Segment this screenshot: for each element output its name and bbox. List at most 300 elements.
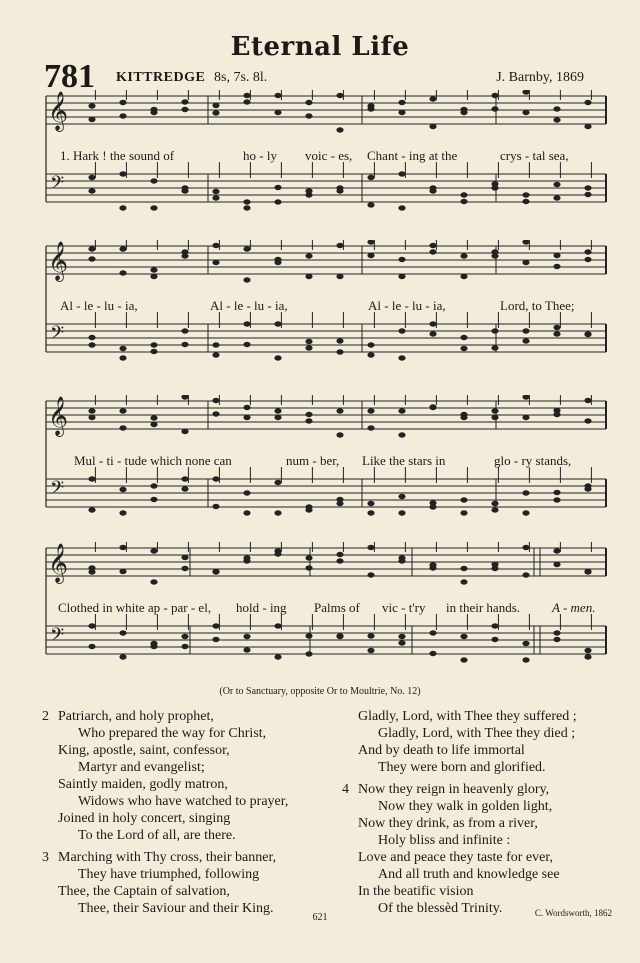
note-head	[398, 274, 405, 279]
note-head	[584, 486, 591, 491]
note-head	[491, 507, 498, 512]
note-head	[522, 572, 529, 577]
note-head	[553, 630, 560, 635]
stanza-4	[342, 781, 622, 917]
note-head	[243, 558, 250, 563]
note-head	[491, 415, 498, 420]
note-head	[491, 249, 498, 254]
music-system-3	[40, 395, 610, 535]
note-head	[522, 240, 529, 245]
lyric-word: crys - tal sea,	[500, 148, 569, 163]
note-head	[181, 476, 188, 481]
note-head	[119, 171, 126, 176]
note-head	[398, 110, 405, 115]
note-head	[305, 555, 312, 560]
note-head	[367, 648, 374, 653]
note-head	[584, 648, 591, 653]
note-head	[460, 346, 467, 351]
note-head	[336, 552, 343, 557]
note-head	[367, 545, 374, 550]
note-head	[367, 352, 374, 357]
note-head	[367, 510, 374, 515]
note-head	[491, 408, 498, 413]
note-head	[305, 253, 312, 258]
note-head	[88, 175, 95, 180]
hymn-header	[44, 58, 604, 95]
note-head	[398, 558, 405, 563]
note-head	[584, 185, 591, 190]
note-head	[274, 199, 281, 204]
lyric-word: Chant - ing at the	[367, 148, 458, 163]
note-head	[398, 328, 405, 333]
note-head	[243, 277, 250, 282]
note-head	[150, 415, 157, 420]
note-head	[336, 432, 343, 437]
note-head	[212, 476, 219, 481]
note-head	[429, 249, 436, 254]
note-head	[119, 630, 126, 635]
note-head	[553, 548, 560, 553]
note-head	[429, 630, 436, 635]
note-head	[274, 415, 281, 420]
treble-clef-icon: 𝄞	[48, 396, 69, 436]
verse-number: 4	[342, 782, 349, 797]
note-head	[212, 342, 219, 347]
verse-line: Love and peace they taste for ever,	[358, 850, 553, 865]
note-head	[522, 490, 529, 495]
verse-line: Now they walk in golden light,	[378, 799, 553, 814]
verse-line: Thee, their Saviour and their King.	[78, 901, 274, 916]
verse-line: Martyr and evangelist;	[78, 760, 205, 775]
note-head	[367, 106, 374, 111]
text-attribution: C. Wordsworth, 1862	[534, 908, 612, 918]
note-head	[150, 483, 157, 488]
note-head	[212, 398, 219, 403]
note-head	[243, 490, 250, 495]
note-head	[522, 510, 529, 515]
note-head	[429, 243, 436, 248]
treble-clef-icon: 𝄞	[48, 91, 69, 131]
lyric-word: hold - ing	[236, 600, 287, 615]
note-head	[522, 328, 529, 333]
verse-line: Who prepared the way for Christ,	[78, 726, 267, 741]
verse-line: Now they reign in heavenly glory,	[358, 782, 550, 797]
hymn-number: 781	[44, 58, 95, 95]
note-head	[367, 633, 374, 638]
note-head	[367, 253, 374, 258]
note-head	[181, 486, 188, 491]
note-head	[398, 634, 405, 639]
note-head	[181, 328, 188, 333]
verse-line: And all truth and knowledge see	[378, 867, 560, 882]
note-head	[522, 192, 529, 197]
verse-line: In the beatific vision	[358, 884, 474, 899]
note-head	[88, 342, 95, 347]
note-head	[460, 199, 467, 204]
note-head	[429, 331, 436, 336]
note-head	[460, 566, 467, 571]
note-head	[553, 408, 560, 413]
verse-line: They were born and glorified.	[378, 760, 546, 775]
note-head	[460, 634, 467, 639]
note-head	[398, 510, 405, 515]
note-head	[88, 117, 95, 122]
note-head	[305, 100, 312, 105]
note-head	[398, 257, 405, 262]
note-head	[460, 510, 467, 515]
note-head	[119, 346, 126, 351]
note-head	[429, 124, 436, 129]
note-head	[119, 654, 126, 659]
verse-line: King, apostle, saint, confessor,	[58, 743, 230, 758]
note-head	[336, 274, 343, 279]
note-head	[212, 260, 219, 265]
note-head	[522, 415, 529, 420]
treble-clef-icon: 𝄞	[48, 543, 69, 583]
note-head	[305, 633, 312, 638]
note-head	[553, 331, 560, 336]
lyric-word: Palms of	[314, 600, 360, 615]
bass-clef-icon: 𝄢	[50, 173, 65, 198]
note-head	[553, 325, 560, 330]
note-head	[181, 342, 188, 347]
verse-line: Gladly, Lord, with Thee they died ;	[378, 726, 576, 741]
note-head	[274, 355, 281, 360]
note-head	[522, 260, 529, 265]
note-head	[522, 545, 529, 550]
note-head	[305, 412, 312, 417]
note-head	[584, 418, 591, 423]
note-head	[88, 476, 95, 481]
verse-line: Now they drink, as from a river,	[358, 816, 538, 831]
note-head	[150, 267, 157, 272]
bass-clef-icon: 𝄢	[50, 478, 65, 503]
note-head	[584, 331, 591, 336]
note-head	[150, 644, 157, 649]
verse-line: Joined in holy concert, singing	[58, 811, 231, 826]
note-head	[88, 565, 95, 570]
page-number: 621	[312, 912, 328, 923]
note-head	[88, 188, 95, 193]
note-head	[553, 106, 560, 111]
note-head	[553, 562, 560, 567]
note-head	[88, 408, 95, 413]
lyric-word: in their hands.	[446, 600, 521, 615]
verse-line: And by death to life immortal	[358, 743, 525, 758]
note-head	[274, 510, 281, 515]
verse-line: Widows who have watched to prayer,	[78, 794, 289, 809]
note-head	[274, 93, 281, 98]
lyric-word: Like the stars in	[362, 453, 446, 468]
verse-line: Of the blessèd Trinity.	[378, 901, 503, 916]
note-head	[584, 398, 591, 403]
note-head	[150, 178, 157, 183]
meter: 8s, 7s. 8l.	[214, 70, 268, 85]
note-head	[336, 408, 343, 413]
note-head	[398, 432, 405, 437]
note-head	[212, 569, 219, 574]
verse-line: Marching with Thy cross, their banner,	[58, 850, 277, 865]
note-head	[150, 110, 157, 115]
lyric-word: A - men.	[552, 600, 596, 615]
note-head	[181, 249, 188, 254]
verse-line: Gladly, Lord, with Thee they suffered ;	[358, 709, 577, 724]
note-head	[181, 644, 188, 649]
note-head	[243, 405, 250, 410]
lyric-word: Mul - ti - tude which none can	[74, 453, 232, 468]
note-head	[522, 199, 529, 204]
note-head	[305, 274, 312, 279]
note-head	[212, 504, 219, 509]
verses-right-column	[342, 708, 622, 922]
lyric-word: ho - ly	[243, 148, 277, 163]
verse-number: 2	[42, 709, 49, 724]
note-head	[274, 654, 281, 659]
note-head	[119, 510, 126, 515]
note-head	[491, 106, 498, 111]
note-head	[522, 338, 529, 343]
note-head	[243, 205, 250, 210]
note-head	[429, 565, 436, 570]
note-head	[553, 195, 560, 200]
note-head	[305, 188, 312, 193]
note-head	[367, 425, 374, 430]
music-system-4	[40, 542, 610, 682]
lyric-word: Clothed in white ap - par - el,	[58, 600, 212, 615]
note-head	[584, 249, 591, 254]
note-head	[212, 637, 219, 642]
note-head	[491, 623, 498, 628]
note-head	[88, 256, 95, 261]
alternate-tune-note: (Or to Sanctuary, opposite Or to Moultrie, No. 12)	[219, 686, 421, 697]
note-head	[553, 253, 560, 258]
note-head	[553, 117, 560, 122]
verse-line: To the Lord of all, are there.	[78, 828, 236, 843]
note-head	[305, 507, 312, 512]
section-title: Eternal Life	[230, 32, 410, 62]
note-head	[150, 579, 157, 584]
note-head	[429, 96, 436, 101]
stanza-3-continued	[342, 708, 622, 776]
note-head	[398, 640, 405, 645]
note-head	[398, 494, 405, 499]
note-head	[522, 641, 529, 646]
verse-number: 3	[42, 850, 49, 865]
note-head	[336, 558, 343, 563]
note-head	[336, 338, 343, 343]
tune-name: KITTREDGE	[116, 70, 206, 85]
note-head	[181, 395, 188, 400]
note-head	[119, 113, 126, 118]
note-head	[398, 205, 405, 210]
note-head	[429, 651, 436, 656]
note-head	[274, 623, 281, 628]
note-head	[243, 93, 250, 98]
composer: J. Barnby, 1869	[496, 70, 584, 85]
note-head	[429, 404, 436, 409]
note-head	[150, 205, 157, 210]
note-head	[553, 490, 560, 495]
treble-clef-icon: 𝄞	[48, 241, 69, 281]
note-head	[584, 654, 591, 659]
note-head	[274, 480, 281, 485]
lyric-word: Lord, to Thee;	[500, 298, 575, 313]
note-head	[429, 321, 436, 326]
note-head	[491, 93, 498, 98]
note-head	[336, 633, 343, 638]
lyric-word: voic - es,	[305, 148, 353, 163]
note-head	[119, 545, 126, 550]
note-head	[274, 185, 281, 190]
note-head	[88, 335, 95, 340]
note-head	[119, 355, 126, 360]
note-head	[243, 647, 250, 652]
note-head	[305, 339, 312, 344]
note-head	[522, 657, 529, 662]
note-head	[212, 103, 219, 108]
note-head	[336, 497, 343, 502]
note-head	[367, 202, 374, 207]
note-head	[274, 408, 281, 413]
note-head	[119, 425, 126, 430]
note-head	[367, 408, 374, 413]
note-head	[460, 274, 467, 279]
note-head	[305, 113, 312, 118]
note-head	[460, 579, 467, 584]
note-head	[553, 637, 560, 642]
note-head	[522, 395, 529, 400]
note-head	[460, 253, 467, 258]
note-head	[460, 657, 467, 662]
verse-line: Saintly maiden, godly matron,	[58, 777, 228, 792]
note-head	[367, 175, 374, 180]
note-head	[367, 240, 374, 245]
note-head	[119, 100, 126, 105]
verse-line: They have triumphed, following	[78, 867, 260, 882]
note-head	[460, 415, 467, 420]
note-head	[429, 188, 436, 193]
note-head	[243, 246, 250, 251]
note-head	[243, 510, 250, 515]
note-head	[274, 321, 281, 326]
note-head	[553, 497, 560, 502]
note-head	[88, 623, 95, 628]
note-head	[119, 569, 126, 574]
note-head	[88, 507, 95, 512]
note-head	[119, 246, 126, 251]
note-head	[305, 565, 312, 570]
lyric-word: Al - le - lu - ia,	[60, 298, 138, 313]
note-head	[398, 355, 405, 360]
note-head	[119, 205, 126, 210]
note-head	[274, 260, 281, 265]
note-head	[305, 418, 312, 423]
note-head	[212, 195, 219, 200]
stanza-3	[42, 849, 327, 917]
note-head	[274, 110, 281, 115]
note-head	[584, 192, 591, 197]
music-system-1	[40, 90, 610, 230]
note-head	[460, 192, 467, 197]
note-head	[88, 246, 95, 251]
note-head	[274, 551, 281, 556]
lyric-word: glo - ry stands,	[494, 453, 572, 468]
lyric-word: Al - le - lu - ia,	[210, 298, 288, 313]
note-head	[336, 93, 343, 98]
note-head	[119, 270, 126, 275]
note-head	[429, 500, 436, 505]
lyric-word: num - ber,	[286, 453, 340, 468]
note-head	[181, 566, 188, 571]
note-head	[212, 243, 219, 248]
note-head	[367, 572, 374, 577]
note-head	[367, 501, 374, 506]
note-head	[181, 634, 188, 639]
note-head	[491, 328, 498, 333]
note-head	[584, 100, 591, 105]
note-head	[367, 342, 374, 347]
stanza-2	[42, 708, 327, 844]
note-head	[522, 110, 529, 115]
note-head	[491, 637, 498, 642]
note-head	[553, 264, 560, 269]
note-head	[181, 107, 188, 112]
note-head	[305, 651, 312, 656]
note-head	[460, 110, 467, 115]
verse-line: Patriarch, and holy prophet,	[58, 709, 214, 724]
note-head	[150, 274, 157, 279]
note-head	[88, 415, 95, 420]
note-head	[212, 189, 219, 194]
note-head	[336, 127, 343, 132]
note-head	[584, 569, 591, 574]
note-head	[243, 321, 250, 326]
note-head	[181, 555, 188, 560]
note-head	[460, 497, 467, 502]
note-head	[243, 415, 250, 420]
note-head	[212, 411, 219, 416]
note-head	[150, 349, 157, 354]
note-head	[212, 110, 219, 115]
verse-line: Thee, the Captain of salvation,	[58, 884, 230, 899]
note-head	[336, 349, 343, 354]
note-head	[150, 422, 157, 427]
note-head	[305, 345, 312, 350]
note-head	[181, 188, 188, 193]
lyric-word: vic - t'ry	[382, 600, 426, 615]
note-head	[150, 497, 157, 502]
note-head	[460, 335, 467, 340]
music-system-2	[40, 240, 610, 380]
note-head	[584, 257, 591, 262]
verse-line: Holy bliss and infinite :	[378, 833, 511, 848]
note-head	[491, 345, 498, 350]
note-head	[181, 99, 188, 104]
note-head	[522, 90, 529, 95]
note-head	[584, 124, 591, 129]
verses-left-column	[42, 708, 327, 922]
note-head	[491, 181, 498, 186]
note-head	[336, 188, 343, 193]
note-head	[212, 352, 219, 357]
note-head	[398, 408, 405, 413]
note-head	[88, 644, 95, 649]
lyric-word: Al - le - lu - ia,	[368, 298, 446, 313]
note-head	[491, 501, 498, 506]
note-head	[243, 99, 250, 104]
note-head	[212, 623, 219, 628]
bass-clef-icon: 𝄢	[50, 625, 65, 650]
